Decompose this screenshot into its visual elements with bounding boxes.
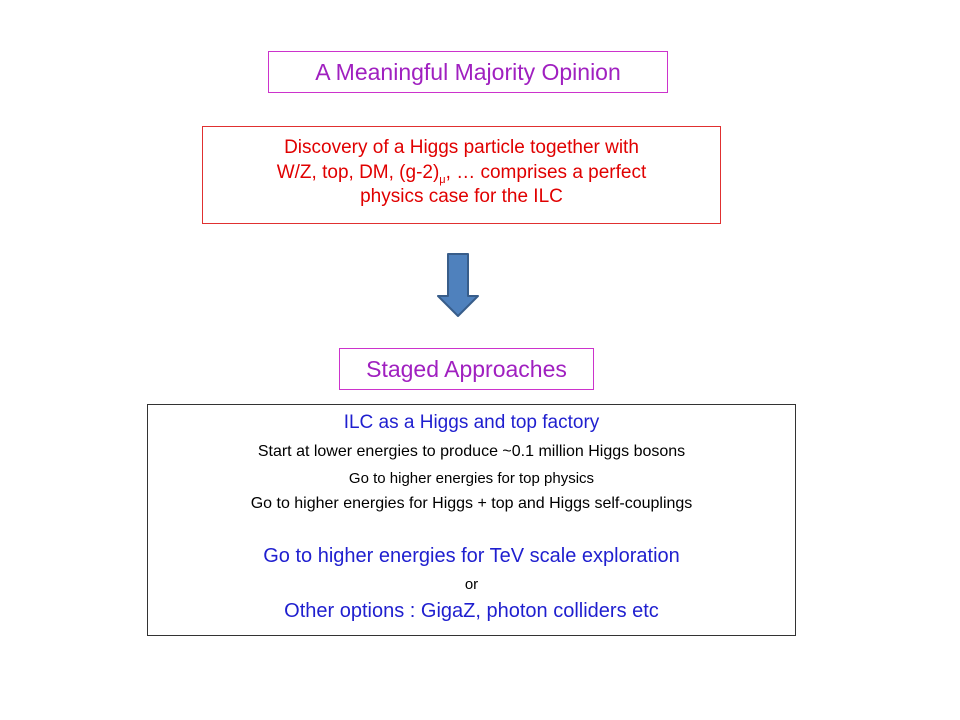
premise-line-2-suffix: , … comprises a perfect (445, 161, 647, 183)
slide-title: A Meaningful Majority Opinion (315, 59, 621, 85)
premise-line-1: Discovery of a Higgs particle together with (284, 137, 639, 158)
premise-line-3: physics case for the ILC (360, 186, 563, 207)
staged-approaches-heading: Staged Approaches (366, 356, 567, 382)
other-options: Other options : GigaZ, photon colliders etc (284, 600, 659, 622)
down-arrow-icon (437, 253, 479, 317)
premise-box (202, 126, 721, 224)
plan-step-2: Go to higher energies for top physics (348, 470, 595, 487)
plan-heading: ILC as a Higgs and top factory (343, 412, 600, 433)
staged-plan-box (147, 404, 796, 636)
plan-step-3: Go to higher energies for Higgs + top and Higgs self-couplings (250, 495, 693, 512)
muon-subscript: μ (439, 173, 446, 186)
tev-exploration-option: Go to higher energies for TeV scale exploration (263, 545, 680, 567)
or-separator: or (464, 576, 479, 593)
plan-step-1: Start at lower energies to produce ~0.1 million Higgs bosons (257, 443, 686, 460)
staged-approaches-box (339, 348, 594, 390)
premise-line-2-prefix: W/Z, top, DM, (g-2) (276, 161, 440, 183)
title-box (268, 51, 668, 93)
premise-line-2 (203, 161, 720, 186)
